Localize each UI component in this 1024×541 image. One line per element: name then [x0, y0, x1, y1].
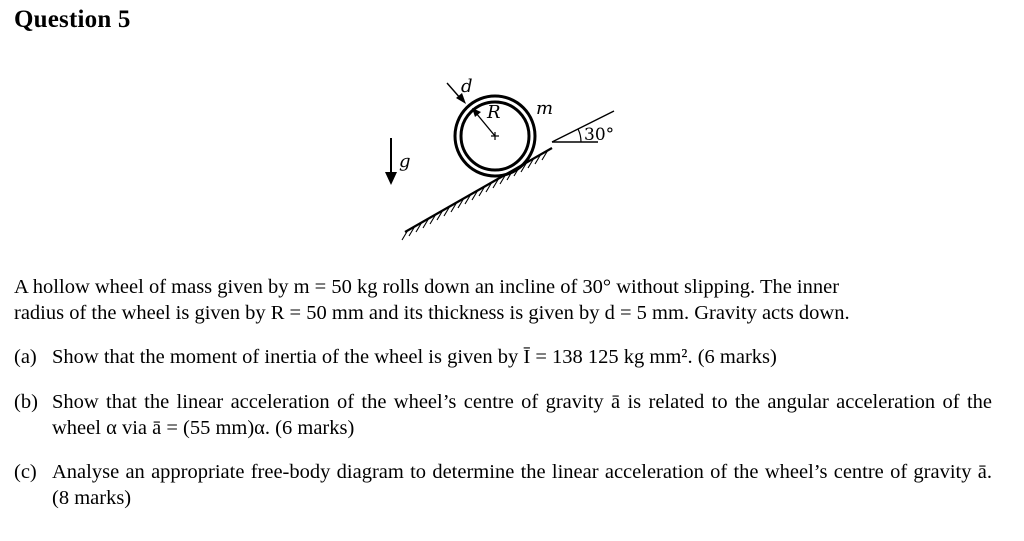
part-a-text: Show that the moment of inertia of the wheel is given by Ī = 138 125 kg mm². (6 marks): [52, 346, 777, 368]
part-b: [14, 389, 992, 441]
problem-statement-line-1: A hollow wheel of mass given by m = 50 kg rolls down an incline of 30° without slipping. The inner: [14, 276, 840, 298]
part-c-label: (c): [14, 461, 37, 483]
gravity-arrowhead: [385, 172, 397, 185]
problem-statement: [14, 274, 992, 326]
gravity-label: g: [399, 151, 411, 172]
inclined-wheel-diagram: [0, 0, 1024, 270]
part-a-label: (a): [14, 346, 37, 368]
radius-label: R: [487, 102, 501, 123]
part-b-text: Show that the linear acceleration of the wheel’s centre of gravity ā is related to the angular acceleration of the wheel α via ā = (55 mm)α. (6 marks): [52, 391, 992, 439]
part-b-label: (b): [14, 391, 38, 413]
part-c-text: Analyse an appropriate free-body diagram to determine the linear acceleration of the wheel’s centre of gravity ā. (8 marks): [52, 461, 992, 509]
part-c: [14, 459, 992, 511]
radius-arrowhead: [472, 108, 481, 117]
part-a: [14, 344, 992, 370]
thickness-label: d: [461, 76, 473, 97]
angle-label: 30°: [584, 125, 615, 145]
angle-arc: [578, 129, 581, 142]
incline-line: [405, 148, 552, 232]
mass-label: m: [536, 98, 554, 119]
question-title: Question 5: [14, 6, 131, 33]
problem-statement-line-2: radius of the wheel is given by R = 50 mm and its thickness is given by d = 5 mm. Gravity acts down.: [14, 302, 850, 324]
